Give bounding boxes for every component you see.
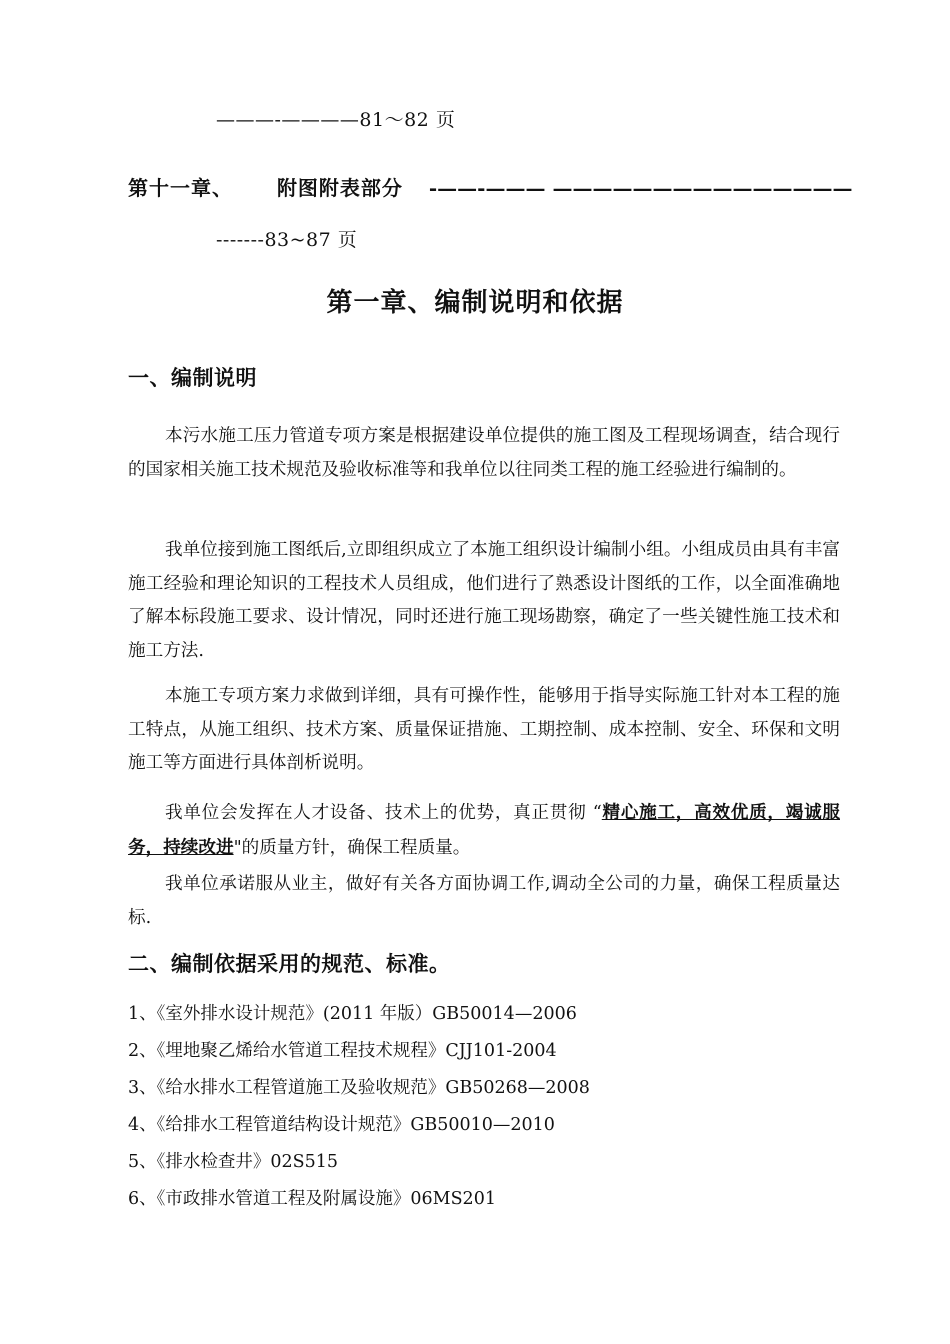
toc-page-range: ———-————81～82 页 [216, 109, 456, 131]
quality-policy-emphasis: 精心施工，高效优质，竭诚服务，持续改进 [128, 802, 840, 858]
toc-chapter-title: 附图附表部分 [276, 176, 403, 200]
toc-entry-chapter-11 [128, 176, 852, 200]
reference-item: 6、《市政排水管道工程及附属设施》06MS201 [128, 1189, 496, 1209]
reference-item: 3、《给水排水工程管道施工及验收规范》GB50268—2008 [128, 1078, 590, 1098]
chapter-title: 第一章、编制说明和依据 [326, 288, 624, 318]
paragraph-4-lead: 我单位会发挥在人才设备、技术上的优势，真正贯彻 “ [165, 803, 602, 823]
paragraph-5: 我单位承诺服从业主，做好有关各方面协调工作,调动全公司的力量，确保工程质量达标. [128, 874, 840, 928]
toc-chapter-label: 第十一章、 [128, 176, 233, 200]
reference-item: 2、《埋地聚乙烯给水管道工程技术规程》CJJ101-2004 [128, 1041, 557, 1061]
paragraph-3: 本施工专项方案力求做到详细，具有可操作性，能够用于指导实际施工针对本工程的施工特点，从施工组织、技术方案、质量保证措施、工期控制、成本控制、安全、环保和文明施工等方面进行具体剖析说明。 [128, 686, 840, 773]
toc-leader-dashes: -——-——— ——————————————— [428, 176, 853, 200]
toc-page-range-chapter-11: -------83~87 页 [216, 229, 358, 251]
reference-item: 4、《给排水工程管道结构设计规范》GB50010—2010 [128, 1115, 555, 1135]
paragraph-1: 本污水施工压力管道专项方案是根据建设单位提供的施工图及工程现场调查，结合现行的国家相关施工技术规范及验收标准等和我单位以往同类工程的施工经验进行编制的。 [128, 426, 840, 480]
section-heading-1: 一、编制说明 [128, 365, 257, 390]
reference-item: 5、《排水检查井》02S515 [128, 1152, 339, 1172]
paragraph-2: 我单位接到施工图纸后,立即组织成立了本施工组织设计编制小组。小组成员由具有丰富施工经验和理论知识的工程技术人员组成，他们进行了熟悉设计图纸的工作，以全面准确地了解本标段施工要求、设计情况，同时还进行施工现场勘察，确定了一些关键性施工技术和施工方法. [128, 540, 840, 661]
reference-list [128, 996, 840, 1218]
reference-item: 1、《室外排水设计规范》(2011 年版）GB50014—2006 [128, 1004, 577, 1024]
paragraph-4-tail: "的质量方针，确保工程质量。 [233, 837, 471, 858]
paragraph-4 [128, 796, 840, 865]
section-heading-2: 二、编制依据采用的规范、标准。 [128, 951, 451, 976]
